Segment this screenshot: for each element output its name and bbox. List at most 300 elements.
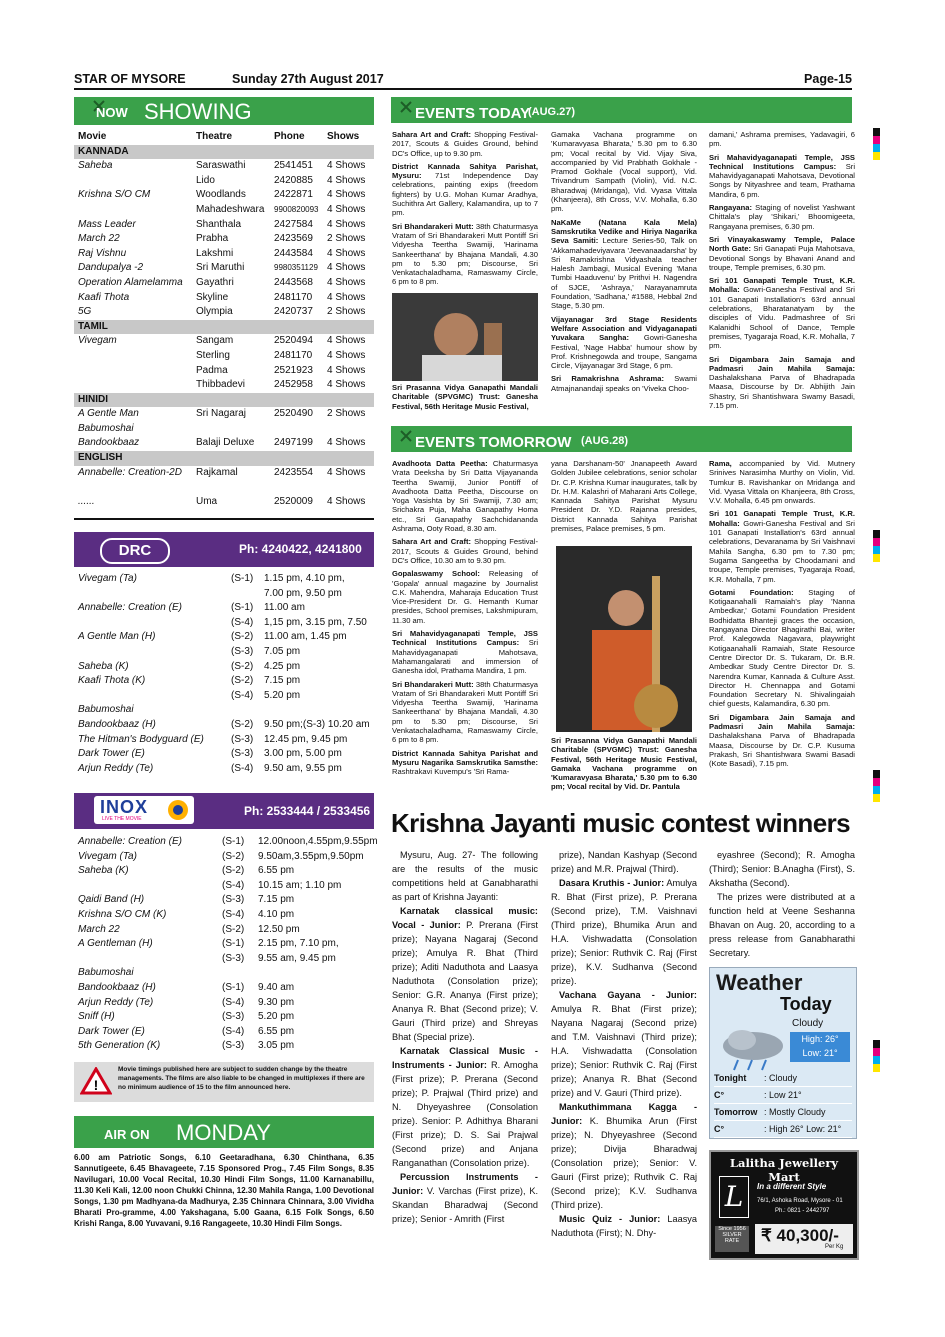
schedule-row	[74, 718, 374, 733]
events-tomorrow-col3	[709, 459, 855, 799]
article-paragraph: Mysuru, Aug. 27- The following are the results of the music competitions held at Ganabharathi as part of Krishna Jayanti:	[392, 850, 538, 902]
theatre-name: Gayathri	[196, 276, 234, 288]
masthead: STAR OF MYSORE	[74, 72, 186, 86]
event-item: Avadhoota Datta Peetha: Chaturmasya Vrata Deeksha by Sri Datta Vijayananda Teertha Swamiji, Junior Pontiff of Avadhoota Datta Peetha, Discourse on Yoga Vasishta by Sri Swamiji, 7.30 am; Srichakra Puja, Maha Ganapathy Homa etc., Sri Ganapathy Sachchidananda Ashrama, Ooty Road, 8.30 am.	[392, 459, 538, 534]
color-registration-strip	[873, 1040, 880, 1072]
show-times: 1,15 pm, 3.15 pm, 7.50	[264, 616, 367, 628]
show-count: 4 Shows	[327, 379, 366, 391]
movie-title: Kaafi Thota	[78, 291, 130, 303]
theatre-name: Sterling	[196, 349, 230, 361]
inox-star-icon	[166, 798, 190, 822]
show-times: 3.05 pm	[258, 1040, 295, 1052]
schedule-row	[74, 572, 374, 587]
table-row	[74, 203, 374, 218]
movie-title: Saheba	[78, 160, 113, 172]
forecast-table	[714, 1070, 852, 1138]
schedule-row	[74, 616, 374, 631]
jewellery-ad: Lalitha Jewellery Mart L In a different Style 76/1, Ashoka Road, Mysore - 01 Ph.: 0821 - 2442797 Since 1956 SILVER RATE ₹ 40,300/- Per Kg	[709, 1150, 859, 1260]
ad-monogram: L	[719, 1176, 749, 1218]
show-count: 4 Shows	[327, 466, 366, 478]
table-row	[74, 247, 374, 262]
theatre-name: Sangam	[196, 335, 234, 347]
show-times: 11.00 am	[264, 602, 305, 614]
table-row	[74, 291, 374, 306]
drc-table	[74, 572, 374, 776]
movie-title: Qaidi Band (H)	[78, 894, 145, 906]
forecast-row: Tonight : Cloudy	[714, 1070, 852, 1087]
screen-number: (S-3)	[222, 1040, 245, 1052]
phone-number: 2420737	[274, 306, 313, 318]
event-item: Sri Digambara Jain Samaja and Padmasri Jain Mahila Samaja: Dashalakshana Parva of Bhadrapada Maasa, Discourse by Dr. Abhijith Jain Shastry, Sri Shantishwara Swamy Basadi, 7.15 pm.	[709, 354, 855, 411]
forecast-row: C° : Low 21°	[714, 1087, 852, 1104]
phone-number: 2520009	[274, 495, 313, 507]
schedule-row	[74, 850, 374, 865]
event-item: District Kannada Sahitya Parishat and Mysuru Nagarika Samskrutika Samsthe: Rashtrakavi Kuvempu's 'Sri Rama-	[392, 748, 538, 777]
event-item: District Kannada Sahitya Parishat, Mysuru: 71st Independence Day celebrations, painting exips (freedom fighters) by U.G. Mohan Kumar Aradhya, Suchithra Art Gallery, Kalamandira, up to 7 pm.	[392, 161, 538, 218]
screen-number: (S-4)	[231, 616, 254, 628]
theatre-name: Balaji Deluxe	[196, 437, 255, 449]
movie-title: 5G	[78, 306, 92, 318]
show-count: 4 Shows	[327, 349, 366, 361]
theatre-name: Lakshmi	[196, 247, 234, 259]
table-row	[74, 349, 374, 364]
article-col3	[709, 848, 855, 960]
weather-title: Weather	[716, 970, 803, 995]
article-paragraph: Vachana Gayana - Junior: Amulya R. Bhat (First prize); Nayana Nagaraj (Second prize) and T.M. Vaishnavi (Third prize); H.A. Vishwadatta (Consolation prize); Senior: Ruthvik C. Raj (First prize); Ananya R. Bhat (Second prize) and V. Gauri (Third prize).	[551, 990, 697, 1098]
movie-title: March 22	[78, 233, 120, 245]
banner-icon	[399, 429, 413, 443]
screen-number: (S-1)	[222, 981, 245, 993]
schedule-row	[74, 587, 374, 602]
schedule-row	[74, 689, 374, 704]
color-registration-strip	[873, 530, 880, 562]
phone-number: 2423554	[274, 466, 313, 478]
article-paragraph: prize), Nandan Kashyap (Second prize) and M.R. Prajwal (Third).	[551, 850, 697, 874]
movie-title: Krishna S/O CM (K)	[78, 908, 167, 920]
event-item: Sri Bhandarakeri Mutt: 38th Chaturmasya Vratam of Sri Bhandarakeri Mutt Pontiff Sri Vidyesha Teertha Swamiji, 'Harinama Sankeerthana' by Bhajana Mandali, 4.30 pm to 5.30 pm; Discourse, Sri Venkatachaladhama, Ramaswamy Circle, 6 pm to 8 pm.	[392, 679, 538, 745]
schedule-row	[74, 966, 374, 981]
table-row	[74, 364, 374, 379]
show-times: 1.15 pm, 4.10 pm,	[264, 573, 345, 584]
article-headline: Krishna Jayanti music contest winners	[391, 808, 850, 838]
event-item: Sri Ramakrishna Ashrama: Swami Atmajnanandaji speaks on 'Viveka Choo-	[551, 374, 697, 393]
table-row	[74, 218, 374, 233]
banner-icon	[399, 100, 413, 114]
theatre-name: Uma	[196, 495, 218, 507]
table-row	[74, 407, 374, 422]
screen-number: (S-4)	[222, 996, 245, 1008]
table-row	[74, 466, 374, 481]
show-times: 3.00 pm, 5.00 pm	[264, 748, 342, 760]
screen-number: (S-2)	[222, 865, 245, 877]
weather-condition: Cloudy	[792, 1018, 824, 1029]
events-today-col1	[392, 130, 538, 290]
theatre-name: Padma	[196, 364, 228, 376]
phone-number: 2443584	[274, 247, 313, 259]
schedule-row	[74, 1010, 374, 1025]
screen-number: (S-2)	[231, 675, 254, 687]
schedule-row	[74, 645, 374, 660]
phone-number: 2520494	[274, 335, 313, 347]
movie-title: Dandupalya -2	[78, 262, 144, 274]
event-item: Sri Vinayakaswamy Temple, Palace North Gate: Sri Ganapati Puja Mahotsava, Devotional Songs by Bhavani Anand and troupe, Temple premises, 6.30 pm.	[709, 234, 855, 272]
table-row	[74, 305, 374, 320]
event-item: Sahara Art and Craft: Shopping Festival-2017, Scouts & Guides Ground, behind DC's Office, up to 9.30 pm.	[392, 130, 538, 158]
show-count: 2 Shows	[327, 233, 366, 245]
movie-title: Operation Alamelamma	[78, 276, 183, 288]
inox-logo: INOX LIVE THE MOVIE	[94, 796, 194, 824]
photo-caption: Sri Prasanna Vidya Ganapathi Mandali Charitable (SPVGMC) Trust: Ganesha Festival, 56th Heritage Music Festival, Gamaka Vachana programme on 'Kumaravyasa Bharata,' 5.30 pm to 6.30 pm; Vocal recital by Vid. Dr. Pantula	[551, 736, 697, 792]
air-title: MONDAY	[176, 1120, 271, 1145]
schedule-row	[74, 601, 374, 616]
theatre-name: Skyline	[196, 291, 229, 303]
show-count: 4 Shows	[327, 495, 366, 507]
table-row	[74, 188, 374, 203]
svg-text:!: !	[93, 1077, 99, 1093]
phone-number: 9900820093	[274, 204, 319, 214]
screen-number: (S-3)	[231, 645, 254, 657]
phone-number: 2427584	[274, 218, 313, 230]
phone-number: 2481170	[274, 291, 313, 303]
show-times: 5.20 pm	[264, 689, 301, 701]
article-paragraph: eyashree (Second); R. Amogha (Third); Senior: B.Anagha (First), S. Akshatha (Second).	[709, 850, 855, 888]
schedule-row	[74, 981, 374, 996]
show-times: 12.45 pm, 9.45 pm	[264, 733, 348, 745]
theatre-name: Sri Maruthi	[196, 262, 245, 274]
movie-title: Babumoshai	[78, 422, 134, 434]
screen-number: (S-2)	[231, 718, 254, 730]
schedule-row	[74, 879, 374, 894]
show-times: 9.55 am, 9.45 pm	[258, 952, 336, 964]
schedule-row	[74, 733, 374, 748]
screen-number: (S-4)	[231, 762, 254, 774]
movie-title: Annabelle: Creation (E)	[78, 602, 182, 614]
photo-caption: Sri Prasanna Vidya Ganapathi Mandali Charitable (SPVGMC) Trust: Ganesha Festival, 56th Heritage Music Festival,	[392, 383, 538, 411]
article-paragraph: Karnatak classical music: Vocal - Junior: P. Prerana (First prize); Nayana Nagaraj (Second prize); Amulya R. Bhat (Third prize); Aditi Naduthota and Laasya Naduthota (Consolation prize); Senior: G.R. Ananya (First prize); Ananya R. Bhat (Second prize); V. Gauri (Third prize) and Shreyas Bhat (Special prize).	[392, 906, 538, 1042]
schedule-row	[74, 660, 374, 675]
screen-number: (S-1)	[231, 573, 254, 584]
phone-number: 2423569	[274, 233, 313, 245]
event-item: Sri Mahavidyaganapati Temple, JSS Technical Institutions Campus: Sri Mahavidyaganapati Mahotsava, Mahamangalarati and immersion of Ganesha idol, Prathama Mandira, 1 pm.	[392, 629, 538, 676]
screen-number: (S-1)	[222, 836, 245, 847]
phone-number: 2443568	[274, 276, 313, 288]
movie-title: Sniff (H)	[78, 1011, 115, 1023]
drc-logo: DRC	[100, 538, 170, 564]
event-item: Gopalaswamy School: Releasing of 'Gopala' annual magazine by Journalist C.K. Mahendra, Maharaja Education Trust Vice-President Dr. G. Hemanth Kumar presides, School premises, Lakshmipuram, 11.30 am.	[392, 569, 538, 625]
table-row	[74, 174, 374, 189]
show-times: 7.00 pm, 9.50 pm	[264, 587, 342, 599]
forecast-row: C° : High 26° Low: 21°	[714, 1121, 852, 1138]
section-label: TAMIL	[74, 320, 374, 335]
section-label: ENGLISH	[74, 451, 374, 466]
movie-title: Saheba (K)	[78, 660, 129, 672]
theatre-name: Lido	[196, 174, 215, 186]
show-times: 9.50 pm;(S-3) 10.20 am	[264, 718, 370, 730]
notice-box	[74, 1062, 374, 1102]
movie-title: Vivegam (Ta)	[78, 850, 137, 862]
weather-subtitle: Today	[780, 994, 832, 1014]
air-banner	[74, 1116, 374, 1148]
movie-title: Dark Tower (E)	[78, 748, 145, 760]
movie-title: Babumoshai	[78, 967, 134, 979]
schedule-row	[74, 952, 374, 967]
show-count: 4 Shows	[327, 437, 366, 449]
schedule-row	[74, 937, 374, 952]
page-header	[74, 70, 852, 90]
screen-number: (S-2)	[231, 631, 254, 643]
screen-number: (S-4)	[231, 689, 254, 701]
show-times: 4.25 pm	[264, 660, 301, 672]
screen-number: (S-1)	[231, 602, 254, 614]
movie-title: Kaafi Thota (K)	[78, 675, 146, 687]
table-row	[74, 276, 374, 291]
events-today-col3	[709, 130, 855, 418]
theatre-name: Sri Nagaraj	[196, 408, 247, 420]
event-item: Sri 101 Ganapati Temple Trust, K.R. Mohalla: Gowri-Ganesha Festival and Sri 101 Ganapati Installation's 63rd annual celebrations, Devaranama by Sri Vaishnavi Mahila Sangha, 6.30 pm to 7.30 pm; Sugama Sangeetha by Choodamani and troupe, Temple premises, Tyagaraja Road, K.R. Mohalla, 7 pm.	[709, 509, 855, 584]
events-today-col2	[551, 130, 697, 418]
schedule-row	[74, 996, 374, 1011]
article-paragraph: Percussion Instruments - Junior: V. Varchas (First prize), K. Skandan Bharadwaj (Second prize); Senior - Amrith (First	[392, 1172, 538, 1224]
movie-title: Annabelle: Creation-2D	[78, 466, 182, 478]
notice-text: Movie timings published here are subject to sudden change by the theatre managements. The films are also liable to be changed in multiplexes if there are no minimum audience of 15 to the film announced here.	[118, 1066, 365, 1091]
phone-number: 2541451	[274, 160, 313, 172]
cloud-rain-icon	[718, 1026, 788, 1072]
section-label: HINIDI	[74, 393, 374, 408]
phone-number: 2520490	[274, 408, 313, 420]
show-times: 9.50 am, 9.55 pm	[264, 762, 342, 774]
now-showing-banner	[74, 97, 374, 125]
table-row	[74, 422, 374, 437]
theatre-name: Olympia	[196, 306, 233, 318]
movie-title: March 22	[78, 923, 120, 935]
theatre-name: Woodlands	[196, 189, 246, 201]
table-header: Movie Theatre Phone Shows	[78, 131, 360, 142]
warning-icon	[80, 1067, 112, 1095]
show-times: 11.00 am, 1.45 pm	[264, 631, 347, 643]
movie-title: Saheba (K)	[78, 865, 129, 877]
show-times: 5.20 pm	[258, 1011, 295, 1023]
screen-number: (S-4)	[222, 879, 245, 891]
event-item: Sri 101 Ganapati Temple Trust, K.R. Mohalla: Gowri-Ganesha Festival and Sri 101 Ganapati Installation's 63rd annual celebrations, Bharatanatyam by the disciples of Vidu. Padmashree of Sri Kalanidhi School of Dance, Temple premises, Tyagaraja Road, K.R. Mohalla, 7 pm.	[709, 276, 855, 351]
screen-number: (S-3)	[231, 733, 254, 745]
events-tomorrow-banner: EVENTS TOMORROW (AUG.28)	[391, 426, 852, 452]
event-item: Sri Bhandarakeri Mutt: 38th Chaturmasya Vratam of Sri Bhandarakeri Mutt Pontiff Sri Vidyesha Teertha Swamiji, 'Harinama Sankeerthana' by Bhajana Mandali, 4.30 pm to 5.30 pm; Discourse, Sri Venkatachaladhama, Ramaswamy Circle, 6 pm to 8 pm.	[392, 221, 538, 287]
show-times: 4.10 pm	[258, 908, 295, 920]
banner-prefix: NOW	[96, 105, 128, 120]
movie-title: Arjun Reddy (Te)	[78, 996, 154, 1008]
show-count: 4 Shows	[327, 160, 366, 172]
screen-number: (S-3)	[222, 894, 245, 906]
event-item: Vijayanagar 3rd Stage Residents Welfare Association and Vidyaganapati Yuvakara Sangha: Gowri-Ganesha Festival, 'Nage Habba' humour show by Prof. Krishnegowda and troupe, Sangama Circle, Vijayanagar 3rd Stage, 6 pm.	[551, 314, 697, 371]
screen-number: (S-1)	[222, 938, 245, 950]
schedule-row	[74, 674, 374, 689]
events-today-banner: EVENTS TODAY (AUG.27)	[391, 97, 852, 123]
singer-photo	[392, 293, 538, 381]
article-paragraph: Karnatak Classical Music - Instruments - Junior: R. Amogha (First prize); P. Prerana (Second prize); P. Prajwal (Third prize) and N. Dhyeyashree (Consolation prize). Senior: P. Adhithya Bharani (First prize); D. S. Sai Prajwal (Second prize) and Anjana Ranganathan (Consolation prize).	[392, 1046, 538, 1168]
article-paragraph: Dasara Kruthis - Junior: Amulya R. Bhat (First prize), P. Prerana (Second prize), T.M. Vaishnavi (Third prize), Bhumika Arun and H.A. Vishwadatta (Consolation prize); Senior: Ruthvik C. Raj (First prize), K.V. Sudhanva (Second prize).	[551, 878, 697, 986]
ad-brand: Lalitha Jewellery Mart	[729, 1156, 839, 1184]
event-item: damani,' Ashrama premises, Yadavagiri, 6 pm.	[709, 130, 855, 149]
screen-number: (S-2)	[222, 850, 245, 862]
show-times: 7.05 pm	[264, 645, 301, 657]
phone-number: 2420885	[274, 174, 313, 186]
forecast-row: Tomorrow : Mostly Cloudy	[714, 1104, 852, 1121]
screen-number: (S-3)	[231, 748, 254, 760]
phone-number: 2481170	[274, 349, 313, 361]
drc-phone: Ph: 4240422, 4241800	[239, 542, 362, 556]
table-row	[74, 159, 374, 174]
table-row	[74, 232, 374, 247]
event-item: Gamaka Vachana programme on 'Kumaravyasa Bharata,' 5.30 pm to 6.30 pm; Vocal recital by Vid. Vijay Siva, accompanied by Vid Prabhath Gokhale - Pramod Gokhale (Vocal support), Vid. Trivandrum Sampath (Violin), Vid. N.C. Bharadwaj (Mridanga), Vid. Vyasa Vittala (Khanjeera), 8th Cross, V.V. Mohalla, 6.30 pm.	[551, 130, 697, 214]
screen-number: (S-2)	[231, 660, 254, 672]
show-times: 9.30 pm	[258, 996, 295, 1008]
schedule-row	[74, 703, 374, 718]
theatre-name: Shanthala	[196, 218, 242, 230]
phone-number: 2497199	[274, 437, 313, 449]
event-item: Rama, accompanied by Vid. Mutnery Srinives Narasimha Murthy on Violin, Vid. Tumkur B. Ravishankar on Mridanga and Vid. Vyasa Vittala on Khanjeera, 8th Cross, V.V. Mohalla, 6.45 pm onwards.	[709, 459, 855, 506]
movie-title: Vivegam	[78, 335, 117, 347]
show-count: 4 Shows	[327, 247, 366, 259]
schedule-row	[74, 908, 374, 923]
page-number: Page-15	[804, 72, 852, 86]
article-paragraph: Music Quiz - Junior: Laasya Naduthota (First); N. Dhy-	[551, 1214, 697, 1238]
table-row	[74, 378, 374, 393]
inox-table	[74, 835, 378, 1054]
screen-number: (S-3)	[222, 1011, 245, 1023]
schedule-row	[74, 893, 374, 908]
event-item: Sri Mahavidyaganapati Temple, JSS Technical Institutions Campus: Sri Mahavidyaganapati Mahotsava, Devotional Songs by Nityashree and team, Prathama Mandira, 6 pm.	[709, 152, 855, 199]
show-times: 6.55 pm	[258, 865, 295, 877]
movie-title: Bandookbaaz (H)	[78, 718, 156, 730]
screen-number: (S-3)	[222, 952, 245, 964]
air-schedule: 6.00 am Patriotic Songs, 6.10 Geetaradhana, 6.30 Chinthana, 6.35 Sannutigeete, 6.45 Bhavageete, 7.15 Sponsored Prog., 7.45 Film Songs, 8.35 Navilugari, 10.00 Vocal Recital, 10.30 Hindi Film Songs, 11.00 Karnanabillu, 11.30 Keli Kali, 12.00 noon Chukki Chinna, 12.30 Mahila Ranga, 1.00 Devotional Songs, 1.30 pm Madhyana-da Madhurya, 2.35 Chinnara Chinnara, 3.00 Vividha Bharati Pro-gramme, 4.00 Yakshagana, 5.00 Gaana, 6.15 Folk Songs, 6.50 Krishi Ranga, 8.00 Yuvavani, 9.16 Rangageete, 10.30 Hindi Film Songs.	[74, 1153, 374, 1228]
table-row	[74, 261, 374, 276]
article-col2	[551, 848, 697, 1258]
show-count: 4 Shows	[327, 174, 366, 186]
drc-banner	[74, 532, 374, 567]
temperature-badge: High: 26° Low: 21°	[790, 1032, 850, 1062]
movie-title: Mass Leader	[78, 218, 136, 230]
movie-title: Bandookbaaz	[78, 437, 140, 449]
banner-title: SHOWING	[144, 99, 252, 124]
movie-title: A Gentle Man	[78, 408, 139, 420]
show-times: 7.15 pm	[264, 675, 301, 687]
divider	[74, 518, 374, 520]
show-count: 4 Shows	[327, 218, 366, 230]
theatre-name: Prabha	[196, 233, 229, 245]
show-times: 12.00noon,4.55pm,9.55pm	[258, 836, 378, 847]
movie-title: The Hitman's Bodyguard (E)	[78, 733, 204, 745]
show-times: 9.50am,3.55pm,9.50pm	[258, 850, 364, 862]
air-prefix: AIR ON	[104, 1127, 150, 1142]
color-registration-strip	[873, 128, 880, 160]
schedule-row	[74, 1039, 374, 1054]
theatre-name: Rajkamal	[196, 466, 238, 478]
show-count: 2 Shows	[327, 408, 366, 420]
theatre-name: Thibbadevi	[196, 379, 245, 391]
screen-number: (S-4)	[222, 1025, 245, 1037]
schedule-row	[74, 762, 374, 777]
movie-title: A Gentleman (H)	[78, 938, 153, 950]
schedule-row	[74, 835, 378, 850]
show-count: 4 Shows	[327, 276, 366, 288]
table-row	[74, 436, 374, 451]
show-times: 12.50 pm	[258, 923, 300, 935]
show-times: 6.55 pm	[258, 1025, 295, 1037]
movie-title: Bandookbaaz (H)	[78, 981, 156, 993]
table-row	[74, 480, 374, 495]
show-count: 4 Shows	[327, 335, 366, 347]
article-paragraph: Mankuthimmana Kagga - Junior: K. Bhumika Arun (First prize); N. Dhyeyashree (Second prize); Divija Bharadwaj (Consolation prize); Senior: V. Gauri (First prize); Ruthvik C. Raj (Second prize); K.V. Sudhanva (Third prize).	[551, 1102, 697, 1210]
screen-number: (S-2)	[222, 923, 245, 935]
show-count: 4 Shows	[327, 291, 366, 303]
movie-title: Babumoshai	[78, 704, 134, 716]
movie-title: Vivegam (Ta)	[78, 573, 137, 584]
now-showing-table	[74, 130, 374, 509]
weather-box	[709, 967, 857, 1139]
theatre-name: Mahadeshwara	[196, 203, 265, 215]
movie-title: Annabelle: Creation (E)	[78, 836, 182, 847]
movie-title: A Gentle Man (H)	[78, 631, 156, 643]
inox-phone: Ph: 2533444 / 2533456	[244, 804, 371, 818]
events-tomorrow-col1	[392, 459, 538, 799]
show-count: 4 Shows	[327, 262, 366, 274]
theatre-name: Saraswathi	[196, 160, 246, 172]
event-item: Sahara Art and Craft: Shopping Festival-2017, Scouts & Guides Ground, behind DC's Office, 10.30 am to 9.30 pm.	[392, 537, 538, 565]
ad-price-box: ₹ 40,300/- Per Kg	[755, 1224, 853, 1254]
movie-title: 5th Generation (K)	[78, 1040, 161, 1052]
inox-banner	[74, 793, 374, 829]
schedule-row	[74, 747, 374, 762]
phone-number: 2422871	[274, 189, 313, 201]
events-tomorrow-col2-text: yana Darshanam-50' Jnanapeeth Award Golden Jubilee celebrations, senior scholar Dr. C.P. Krishna Kumar inaugurates, talk by Dr. H.M. Kalashri of Maharani Arts College, Kannada Sahitya Parishat Mysuru President Dr. Y.D. Rajanna presides, District Kannada Sahitya Parishat premises, Palace premises, 5 pm.	[551, 459, 697, 534]
phone-number: 9980351129	[274, 263, 318, 273]
phone-number: 2521923	[274, 364, 313, 376]
show-times: 10.15 am; 1.10 pm	[258, 879, 342, 891]
show-count: 2 Shows	[327, 306, 366, 318]
event-item: Sri Digambara Jain Samaja and Padmasri Jain Mahila Samaja: Dashalakshana Parva of Bhadrapada Maasa, Discourse by Dr. C.P. Kusuma Prakash, Sri Shantishwara Swami Basadi (Kote Basadi), 7.15 pm.	[709, 712, 855, 769]
event-item: Rangayana: Staging of novelist Yashwant Chittala's play 'Shikari,' Bhoomigeeta, Rangayana premises, 6.30 pm.	[709, 203, 855, 231]
screen-number: (S-4)	[222, 908, 245, 920]
schedule-row	[74, 923, 374, 938]
issue-date: Sunday 27th August 2017	[232, 72, 384, 86]
table-row	[74, 495, 374, 510]
show-count: 4 Shows	[327, 364, 366, 376]
schedule-row	[74, 1025, 374, 1040]
article-col1	[392, 848, 538, 1258]
movie-title: Arjun Reddy (Te)	[78, 762, 154, 774]
show-times: 9.40 am	[258, 981, 295, 993]
article-paragraph: The prizes were distributed at a function held at Veene Seshanna Bhavan on Aug. 20, according to a press release from Ganabharathi Secretary.	[709, 892, 855, 958]
schedule-row	[74, 630, 374, 645]
movie-title: ......	[78, 495, 95, 507]
ad-since-box: Since 1956 SILVER RATE	[715, 1226, 749, 1252]
table-row	[74, 334, 374, 349]
event-item: Gotami Foundation: Staging of Kotigaanahalli Ramaiah's play 'Nanna Ambedkar,' Gotami Foundation President Bodhidatta Bhanteji graces the occasion, Rangayana Director Bhagirathi Bai, writer Prof. Kalegowda Nagavara, playwright Kotigaanahalli Ramaiah, State Resource Centre Director Dr. S. Tukaram, Dr. B.R. Ambedkar Study Centre Director Dr. S. Narendra Kumar, Kannada & Culture Asst. Director H. Chennappa and Gotami Foundation Secretary N. Shivalingaiah chief guests, Kalamandira, 6.30 pm.	[709, 587, 855, 709]
show-count: 4 Shows	[327, 189, 366, 201]
movie-title: Dark Tower (E)	[78, 1025, 145, 1037]
movie-title: Krishna S/O CM	[78, 189, 151, 201]
section-label: KANNADA	[74, 145, 374, 160]
show-times: 2.15 pm, 7.10 pm,	[258, 938, 339, 950]
show-times: 7.15 pm	[258, 894, 295, 906]
show-count: 4 Shows	[327, 203, 366, 215]
event-item: NaKaMe (Natana Kala Mela) Samskrutika Vedike and Hiriya Nagarika Seva Samiti: Lecture Series-50, Talk on 'Akkamahadeviyavara 'Jeevanaadarsha' by Sri Ramakrishna Vidyashala teacher Halesh Jambagi, Musical Evening 'Mana Tumbi Haaduvenu' by Prithvi H. Nagendra of SJCE, 'Ashraya,' Narayanamruta Foundation, 'Sadhana,' #1588, Hebbal 2nd Stage, 5.30 pm.	[551, 217, 697, 311]
schedule-row	[74, 864, 374, 879]
phone-number: 2452958	[274, 379, 313, 391]
color-registration-strip	[873, 770, 880, 802]
vocalist-photo	[556, 546, 692, 732]
